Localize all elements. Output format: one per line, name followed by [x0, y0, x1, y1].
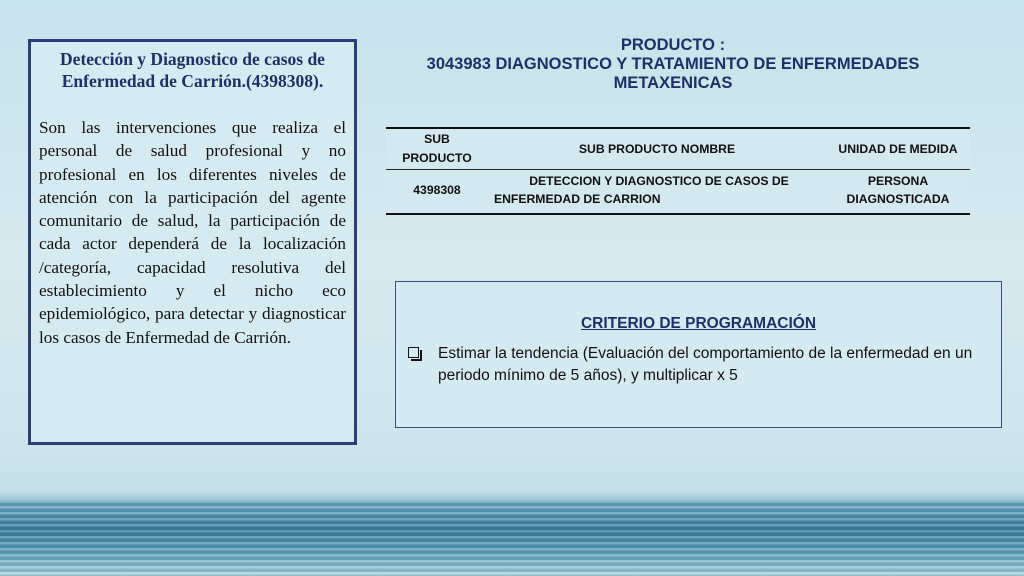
product-name-cont: METAXENICAS [613, 74, 733, 92]
product-name: DIAGNOSTICO Y TRATAMIENTO DE ENFERMEDADES [495, 55, 920, 73]
header-unidad-medida: UNIDAD DE MEDIDA [826, 128, 970, 170]
description-box [28, 39, 357, 445]
description-body: Son las intervenciones que realiza el personal de salud profesional y no profesional en los diferentes niveles de atención con la participación del agente comunitario de salud, la participación de cada actor dependerá de la localización /categoría, capacidad resolutiva del establecimiento y el nicho eco epidemiológico, para detectar y diagnosticar los casos de Enfermedad de Carrión. [39, 118, 346, 347]
header-sub-producto: SUB PRODUCTO [386, 128, 488, 170]
cell-name-line1: DETECCION Y DIAGNOSTICO DE CASOS DE [529, 174, 789, 188]
product-title-line [378, 55, 968, 74]
product-code: 3043983 [426, 55, 491, 73]
table-header-row [386, 128, 970, 170]
list-item [408, 343, 989, 387]
cell-name [488, 170, 826, 215]
table-row [386, 170, 970, 215]
cell-unit: PERSONA DIAGNOSTICADA [826, 170, 970, 215]
cell-name-line2: ENFERMEDAD DE CARRION [494, 192, 661, 206]
water-band [0, 500, 1024, 576]
checkbox-bullet-icon [408, 347, 426, 360]
product-label: PRODUCTO : [620, 36, 726, 54]
header-sub-producto-nombre: SUB PRODUCTO NOMBRE [488, 128, 826, 170]
cell-code: 4398308 [386, 170, 488, 215]
description-title: Detección y Diagnostico de casos de Enfermedad de Carrión.(4398308). [60, 49, 325, 91]
criterio-box [395, 281, 1002, 428]
criterio-bullet-text: Estimar la tendencia (Evaluación del comportamiento de la enfermedad en un periodo mínimo de 5 años), y multiplicar x 5 [438, 345, 973, 384]
subproduct-table [386, 127, 970, 215]
product-header [378, 36, 968, 93]
criterio-title: CRITERIO DE PROGRAMACIÓN [580, 315, 817, 332]
